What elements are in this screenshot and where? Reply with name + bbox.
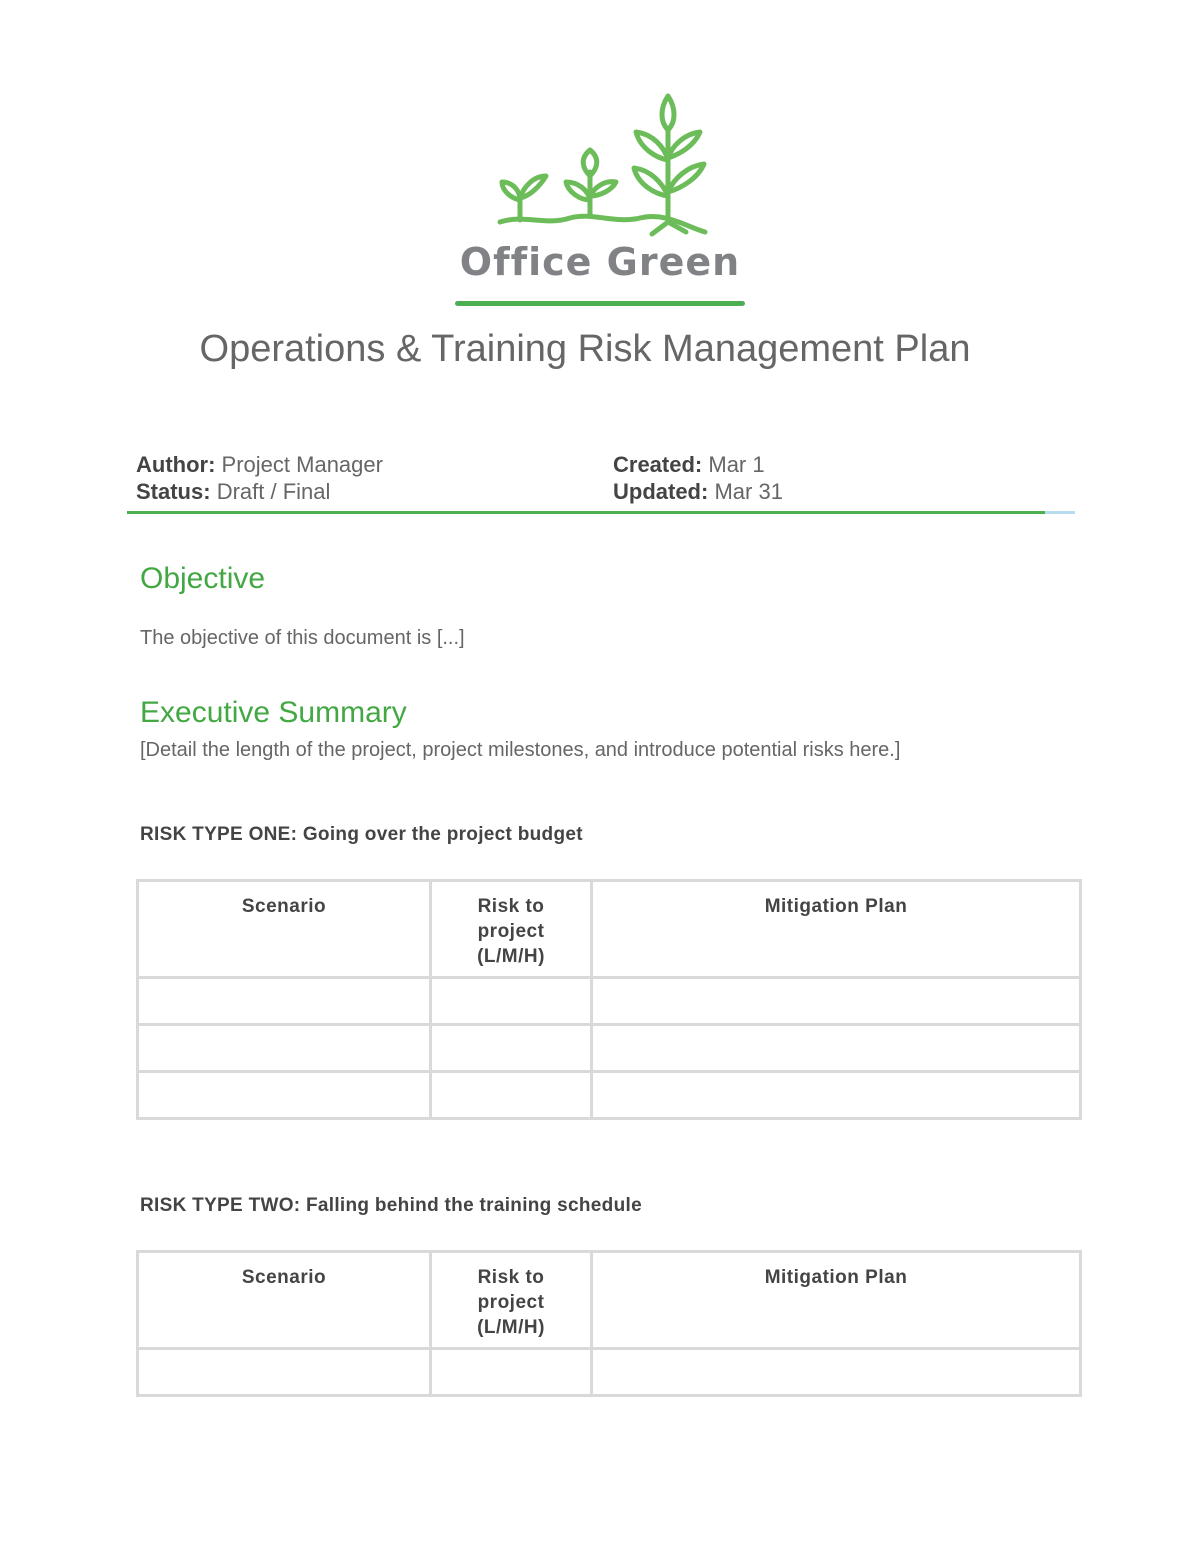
risk-cell[interactable]	[431, 1349, 592, 1396]
executive-summary-heading: Executive Summary	[140, 696, 407, 729]
author-value: Project Manager	[221, 452, 383, 477]
table-row	[138, 978, 1081, 1025]
created-line	[613, 452, 765, 478]
status-line	[136, 479, 330, 505]
column-header-mitigation: Mitigation Plan	[592, 881, 1081, 978]
brand-name: Office Green	[459, 240, 741, 284]
mitigation-cell[interactable]	[592, 978, 1081, 1025]
column-header-scenario: Scenario	[138, 881, 431, 978]
author-label: Author:	[136, 452, 216, 477]
scenario-cell[interactable]	[138, 1072, 431, 1119]
risk-type-one-table	[136, 879, 1082, 1120]
risk-type-two-table	[136, 1250, 1082, 1397]
column-header-risk: Risk to project (L/M/H)	[431, 881, 592, 978]
updated-line	[613, 479, 783, 505]
column-header-risk: Risk to project (L/M/H)	[431, 1252, 592, 1349]
risk-type-one-heading: RISK TYPE ONE: Going over the project budget	[140, 824, 583, 845]
updated-value: Mar 31	[714, 479, 783, 504]
meta-divider	[127, 511, 1045, 514]
risk-cell[interactable]	[431, 1025, 592, 1072]
risk-cell[interactable]	[431, 1072, 592, 1119]
executive-summary-text: [Detail the length of the project, project milestones, and introduce potential risks here.]	[140, 739, 901, 761]
scenario-cell[interactable]	[138, 978, 431, 1025]
table-row	[138, 1025, 1081, 1072]
objective-heading: Objective	[140, 562, 266, 595]
mitigation-cell[interactable]	[592, 1349, 1081, 1396]
column-header-scenario: Scenario	[138, 1252, 431, 1349]
table-header-row	[138, 881, 1081, 978]
risk-type-two-heading: RISK TYPE TWO: Falling behind the training schedule	[140, 1195, 642, 1216]
created-label: Created:	[613, 452, 703, 477]
updated-label: Updated:	[613, 479, 709, 504]
mitigation-cell[interactable]	[592, 1072, 1081, 1119]
column-header-mitigation: Mitigation Plan	[592, 1252, 1081, 1349]
scenario-cell[interactable]	[138, 1025, 431, 1072]
created-value: Mar 1	[708, 452, 765, 477]
objective-text: The objective of this document is [...]	[140, 627, 465, 649]
meta-divider-tail	[1045, 511, 1075, 514]
author-line	[136, 452, 383, 478]
table-header-row	[138, 1252, 1081, 1349]
mitigation-cell[interactable]	[592, 1025, 1081, 1072]
document-title: Operations & Training Risk Management Plan	[199, 328, 971, 370]
scenario-cell[interactable]	[138, 1349, 431, 1396]
three-sprouts-icon	[430, 88, 770, 238]
brand-underline	[455, 301, 745, 306]
status-value: Draft / Final	[216, 479, 331, 504]
table-row	[138, 1072, 1081, 1119]
status-label: Status:	[136, 479, 211, 504]
risk-cell[interactable]	[431, 978, 592, 1025]
table-row	[138, 1349, 1081, 1396]
